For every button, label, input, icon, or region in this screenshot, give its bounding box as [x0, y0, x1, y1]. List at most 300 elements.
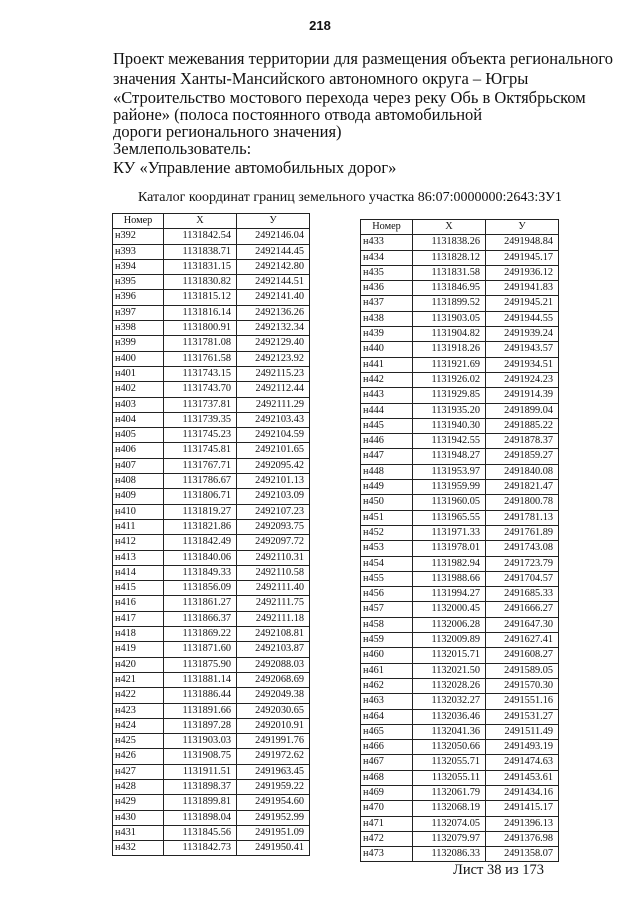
y-coordinate-cell: 2491434.16 [486, 785, 559, 800]
point-number-cell: н426 [113, 749, 164, 764]
table-row [361, 495, 559, 510]
point-number-cell: н436 [361, 281, 413, 296]
y-coordinate-cell: 2491945.17 [486, 250, 559, 265]
table-row [361, 342, 559, 357]
point-number-cell: н467 [361, 755, 413, 770]
y-coordinate-cell: 2491493.19 [486, 740, 559, 755]
x-coordinate-cell: 1132050.66 [413, 740, 486, 755]
table-row [361, 388, 559, 403]
point-number-cell: н420 [113, 657, 164, 672]
point-number-cell: н444 [361, 403, 413, 418]
y-coordinate-cell: 2491627.41 [486, 633, 559, 648]
y-coordinate-cell: 2491821.47 [486, 480, 559, 495]
x-coordinate-cell: 1131994.27 [413, 587, 486, 602]
page-number: 218 [309, 18, 331, 33]
table-row [361, 464, 559, 479]
point-number-cell: н441 [361, 357, 413, 372]
point-number-cell: н397 [113, 305, 164, 320]
x-coordinate-cell: 1131942.55 [413, 434, 486, 449]
x-coordinate-cell: 1131959.99 [413, 480, 486, 495]
table-header-row [113, 214, 310, 229]
table-row [113, 336, 310, 351]
x-coordinate-cell: 1131821.86 [164, 519, 237, 534]
y-coordinate-cell: 2492049.38 [237, 688, 310, 703]
x-coordinate-cell: 1131918.26 [413, 342, 486, 357]
y-coordinate-cell: 2492093.75 [237, 519, 310, 534]
y-coordinate-cell: 2492103.87 [237, 642, 310, 657]
x-coordinate-cell: 1131971.33 [413, 525, 486, 540]
y-coordinate-cell: 2492146.04 [237, 229, 310, 244]
header-y: У [237, 214, 310, 229]
table-row [361, 250, 559, 265]
x-coordinate-cell: 1131849.33 [164, 565, 237, 580]
point-number-cell: н457 [361, 602, 413, 617]
x-coordinate-cell: 1131899.52 [413, 296, 486, 311]
point-number-cell: н400 [113, 351, 164, 366]
coordinates-table-right [360, 219, 559, 862]
point-number-cell: н416 [113, 596, 164, 611]
y-coordinate-cell: 2492141.40 [237, 290, 310, 305]
y-coordinate-cell: 2492030.65 [237, 703, 310, 718]
point-number-cell: н458 [361, 617, 413, 632]
table-row [113, 458, 310, 473]
y-coordinate-cell: 2491934.51 [486, 357, 559, 372]
point-number-cell: н396 [113, 290, 164, 305]
table-row [113, 366, 310, 381]
point-number-cell: н406 [113, 443, 164, 458]
y-coordinate-cell: 2492136.26 [237, 305, 310, 320]
point-number-cell: н414 [113, 565, 164, 580]
y-coordinate-cell: 2492111.29 [237, 397, 310, 412]
table-row [113, 581, 310, 596]
point-number-cell: н461 [361, 663, 413, 678]
table-row [361, 785, 559, 800]
y-coordinate-cell: 2492097.72 [237, 535, 310, 550]
table-row [361, 235, 559, 250]
x-coordinate-cell: 1132015.71 [413, 648, 486, 663]
y-coordinate-cell: 2491589.05 [486, 663, 559, 678]
table-row [113, 397, 310, 412]
header-number: Номер [113, 214, 164, 229]
x-coordinate-cell: 1132079.97 [413, 831, 486, 846]
y-coordinate-cell: 2491885.22 [486, 418, 559, 433]
point-number-cell: н464 [361, 709, 413, 724]
table-row [361, 281, 559, 296]
x-coordinate-cell: 1131761.58 [164, 351, 237, 366]
x-coordinate-cell: 1131940.30 [413, 418, 486, 433]
x-coordinate-cell: 1132032.27 [413, 694, 486, 709]
x-coordinate-cell: 1131842.49 [164, 535, 237, 550]
y-coordinate-cell: 2491570.30 [486, 678, 559, 693]
x-coordinate-cell: 1131908.75 [164, 749, 237, 764]
y-coordinate-cell: 2491781.13 [486, 510, 559, 525]
y-coordinate-cell: 2491761.89 [486, 525, 559, 540]
header-x: X [164, 214, 237, 229]
point-number-cell: н442 [361, 372, 413, 387]
x-coordinate-cell: 1131886.44 [164, 688, 237, 703]
point-number-cell: н423 [113, 703, 164, 718]
x-coordinate-cell: 1131897.28 [164, 718, 237, 733]
point-number-cell: н410 [113, 504, 164, 519]
point-number-cell: н405 [113, 428, 164, 443]
table-row [113, 382, 310, 397]
point-number-cell: н460 [361, 648, 413, 663]
x-coordinate-cell: 1131929.85 [413, 388, 486, 403]
table-row [113, 412, 310, 427]
x-coordinate-cell: 1132041.36 [413, 724, 486, 739]
point-number-cell: н451 [361, 510, 413, 525]
table-row [361, 724, 559, 739]
y-coordinate-cell: 2492088.03 [237, 657, 310, 672]
point-number-cell: н432 [113, 841, 164, 856]
x-coordinate-cell: 1131781.08 [164, 336, 237, 351]
table-row [113, 779, 310, 794]
title-line: дороги регионального значения) [113, 122, 342, 141]
y-coordinate-cell: 2491944.55 [486, 311, 559, 326]
x-coordinate-cell: 1131866.37 [164, 611, 237, 626]
x-coordinate-cell: 1131898.04 [164, 810, 237, 825]
point-number-cell: н407 [113, 458, 164, 473]
table-row [113, 351, 310, 366]
y-coordinate-cell: 2491474.63 [486, 755, 559, 770]
x-coordinate-cell: 1131842.54 [164, 229, 237, 244]
point-number-cell: н468 [361, 770, 413, 785]
y-coordinate-cell: 2491704.57 [486, 571, 559, 586]
y-coordinate-cell: 2491972.62 [237, 749, 310, 764]
coordinates-table-left [112, 213, 310, 856]
y-coordinate-cell: 2491991.76 [237, 734, 310, 749]
table-row [113, 718, 310, 733]
table-header-row [361, 220, 559, 235]
y-coordinate-cell: 2492132.34 [237, 321, 310, 336]
table-row [361, 541, 559, 556]
y-coordinate-cell: 2491415.17 [486, 801, 559, 816]
x-coordinate-cell: 1131904.82 [413, 327, 486, 342]
point-number-cell: н445 [361, 418, 413, 433]
point-number-cell: н440 [361, 342, 413, 357]
sheet-number: Лист 38 из 173 [453, 862, 544, 878]
y-coordinate-cell: 2492129.40 [237, 336, 310, 351]
y-coordinate-cell: 2492068.69 [237, 672, 310, 687]
table-row [361, 357, 559, 372]
point-number-cell: н412 [113, 535, 164, 550]
y-coordinate-cell: 2492144.51 [237, 275, 310, 290]
x-coordinate-cell: 1132074.05 [413, 816, 486, 831]
table-row [361, 372, 559, 387]
y-coordinate-cell: 2491954.60 [237, 795, 310, 810]
point-number-cell: н411 [113, 519, 164, 534]
table-row [113, 244, 310, 259]
y-coordinate-cell: 2492111.40 [237, 581, 310, 596]
x-coordinate-cell: 1131911.51 [164, 764, 237, 779]
y-coordinate-cell: 2491952.99 [237, 810, 310, 825]
point-number-cell: н418 [113, 627, 164, 642]
table-row [113, 611, 310, 626]
table-row [113, 703, 310, 718]
point-number-cell: н428 [113, 779, 164, 794]
x-coordinate-cell: 1131800.91 [164, 321, 237, 336]
point-number-cell: н419 [113, 642, 164, 657]
point-number-cell: н472 [361, 831, 413, 846]
x-coordinate-cell: 1131838.26 [413, 235, 486, 250]
x-coordinate-cell: 1131891.66 [164, 703, 237, 718]
x-coordinate-cell: 1132055.11 [413, 770, 486, 785]
table-row [113, 321, 310, 336]
point-number-cell: н413 [113, 550, 164, 565]
point-number-cell: н435 [361, 265, 413, 280]
table-row [361, 678, 559, 693]
y-coordinate-cell: 2491358.07 [486, 847, 559, 862]
y-coordinate-cell: 2492142.80 [237, 259, 310, 274]
point-number-cell: н473 [361, 847, 413, 862]
x-coordinate-cell: 1131806.71 [164, 489, 237, 504]
x-coordinate-cell: 1132061.79 [413, 785, 486, 800]
table-row [113, 749, 310, 764]
x-coordinate-cell: 1131988.66 [413, 571, 486, 586]
table-row [113, 550, 310, 565]
x-coordinate-cell: 1131828.12 [413, 250, 486, 265]
y-coordinate-cell: 2491959.22 [237, 779, 310, 794]
table-row [361, 648, 559, 663]
table-row [113, 642, 310, 657]
x-coordinate-cell: 1131982.94 [413, 556, 486, 571]
x-coordinate-cell: 1131830.82 [164, 275, 237, 290]
y-coordinate-cell: 2492123.92 [237, 351, 310, 366]
point-number-cell: н465 [361, 724, 413, 739]
table-row [361, 418, 559, 433]
table-row [113, 489, 310, 504]
point-number-cell: н449 [361, 480, 413, 495]
point-number-cell: н402 [113, 382, 164, 397]
title-line: значения Ханты-Мансийского автономного округа – Югры [113, 69, 529, 88]
y-coordinate-cell: 2492010.91 [237, 718, 310, 733]
table-row [361, 265, 559, 280]
x-coordinate-cell: 1131842.73 [164, 841, 237, 856]
table-row [113, 764, 310, 779]
table-row [361, 449, 559, 464]
table-row [113, 688, 310, 703]
x-coordinate-cell: 1132028.26 [413, 678, 486, 693]
x-coordinate-cell: 1131856.09 [164, 581, 237, 596]
table-row [113, 504, 310, 519]
table-row [361, 602, 559, 617]
y-coordinate-cell: 2492110.58 [237, 565, 310, 580]
x-coordinate-cell: 1131815.12 [164, 290, 237, 305]
table-row [113, 657, 310, 672]
point-number-cell: н401 [113, 366, 164, 381]
table-row [361, 556, 559, 571]
table-row [361, 296, 559, 311]
point-number-cell: н395 [113, 275, 164, 290]
y-coordinate-cell: 2492095.42 [237, 458, 310, 473]
point-number-cell: н433 [361, 235, 413, 250]
point-number-cell: н399 [113, 336, 164, 351]
table-row [113, 259, 310, 274]
point-number-cell: н393 [113, 244, 164, 259]
point-number-cell: н463 [361, 694, 413, 709]
y-coordinate-cell: 2491800.78 [486, 495, 559, 510]
x-coordinate-cell: 1131739.35 [164, 412, 237, 427]
table-row [113, 305, 310, 320]
y-coordinate-cell: 2492111.18 [237, 611, 310, 626]
x-coordinate-cell: 1131869.22 [164, 627, 237, 642]
y-coordinate-cell: 2492110.31 [237, 550, 310, 565]
x-coordinate-cell: 1132068.19 [413, 801, 486, 816]
y-coordinate-cell: 2491878.37 [486, 434, 559, 449]
table-row [361, 434, 559, 449]
y-coordinate-cell: 2492144.45 [237, 244, 310, 259]
x-coordinate-cell: 1131903.05 [413, 311, 486, 326]
table-row [361, 633, 559, 648]
table-row [113, 535, 310, 550]
x-coordinate-cell: 1131875.90 [164, 657, 237, 672]
table-row [113, 290, 310, 305]
point-number-cell: н454 [361, 556, 413, 571]
y-coordinate-cell: 2492103.43 [237, 412, 310, 427]
x-coordinate-cell: 1131898.37 [164, 779, 237, 794]
table-row [361, 847, 559, 862]
x-coordinate-cell: 1131745.23 [164, 428, 237, 443]
x-coordinate-cell: 1132055.71 [413, 755, 486, 770]
y-coordinate-cell: 2491840.08 [486, 464, 559, 479]
table-row [113, 672, 310, 687]
point-number-cell: н437 [361, 296, 413, 311]
header-y: У [486, 220, 559, 235]
x-coordinate-cell: 1131831.15 [164, 259, 237, 274]
table-row [361, 816, 559, 831]
x-coordinate-cell: 1131960.05 [413, 495, 486, 510]
x-coordinate-cell: 1131838.71 [164, 244, 237, 259]
x-coordinate-cell: 1131861.27 [164, 596, 237, 611]
x-coordinate-cell: 1131819.27 [164, 504, 237, 519]
point-number-cell: н431 [113, 825, 164, 840]
x-coordinate-cell: 1131786.67 [164, 474, 237, 489]
table-row [361, 831, 559, 846]
point-number-cell: н446 [361, 434, 413, 449]
title-line: «Строительство мостового перехода через реку Обь в Октябрьском [113, 88, 586, 107]
y-coordinate-cell: 2492101.65 [237, 443, 310, 458]
catalog-heading: Каталог координат границ земельного участка 86:07:0000000:2643:ЗУ1 [138, 190, 562, 205]
y-coordinate-cell: 2491963.45 [237, 764, 310, 779]
table-row [361, 617, 559, 632]
table-row [113, 825, 310, 840]
y-coordinate-cell: 2492112.44 [237, 382, 310, 397]
x-coordinate-cell: 1131965.55 [413, 510, 486, 525]
point-number-cell: н392 [113, 229, 164, 244]
table-row [361, 694, 559, 709]
table-row [113, 596, 310, 611]
y-coordinate-cell: 2491376.98 [486, 831, 559, 846]
y-coordinate-cell: 2491945.21 [486, 296, 559, 311]
table-row [113, 565, 310, 580]
y-coordinate-cell: 2491859.27 [486, 449, 559, 464]
point-number-cell: н417 [113, 611, 164, 626]
point-number-cell: н450 [361, 495, 413, 510]
point-number-cell: н438 [361, 311, 413, 326]
table-row [113, 275, 310, 290]
point-number-cell: н429 [113, 795, 164, 810]
table-row [113, 795, 310, 810]
y-coordinate-cell: 2491951.09 [237, 825, 310, 840]
point-number-cell: н453 [361, 541, 413, 556]
x-coordinate-cell: 1131953.97 [413, 464, 486, 479]
point-number-cell: н403 [113, 397, 164, 412]
y-coordinate-cell: 2491608.27 [486, 648, 559, 663]
y-coordinate-cell: 2491511.49 [486, 724, 559, 739]
table-row [113, 627, 310, 642]
x-coordinate-cell: 1131743.15 [164, 366, 237, 381]
table-row [361, 801, 559, 816]
y-coordinate-cell: 2491666.27 [486, 602, 559, 617]
x-coordinate-cell: 1132006.28 [413, 617, 486, 632]
point-number-cell: н443 [361, 388, 413, 403]
y-coordinate-cell: 2491924.23 [486, 372, 559, 387]
point-number-cell: н427 [113, 764, 164, 779]
y-coordinate-cell: 2491899.04 [486, 403, 559, 418]
table-row [361, 571, 559, 586]
table-row [113, 519, 310, 534]
land-user-name: КУ «Управление автомобильных дорог» [113, 158, 397, 177]
table-row [361, 403, 559, 418]
y-coordinate-cell: 2491396.13 [486, 816, 559, 831]
x-coordinate-cell: 1131846.95 [413, 281, 486, 296]
point-number-cell: н448 [361, 464, 413, 479]
table-row [113, 443, 310, 458]
point-number-cell: н425 [113, 734, 164, 749]
title-line: Проект межевания территории для размещения объекта регионального [113, 49, 614, 68]
y-coordinate-cell: 2491531.27 [486, 709, 559, 724]
x-coordinate-cell: 1131921.69 [413, 357, 486, 372]
point-number-cell: н439 [361, 327, 413, 342]
table-row [113, 474, 310, 489]
table-row [361, 755, 559, 770]
table-row [361, 327, 559, 342]
y-coordinate-cell: 2491948.84 [486, 235, 559, 250]
y-coordinate-cell: 2492111.75 [237, 596, 310, 611]
point-number-cell: н470 [361, 801, 413, 816]
table-row [361, 510, 559, 525]
point-number-cell: н459 [361, 633, 413, 648]
point-number-cell: н469 [361, 785, 413, 800]
point-number-cell: н408 [113, 474, 164, 489]
point-number-cell: н447 [361, 449, 413, 464]
table-row [361, 663, 559, 678]
point-number-cell: н452 [361, 525, 413, 540]
y-coordinate-cell: 2491936.12 [486, 265, 559, 280]
title-line: районе» (полоса постоянного отвода автомобильной [113, 105, 483, 124]
y-coordinate-cell: 2491914.39 [486, 388, 559, 403]
y-coordinate-cell: 2492115.23 [237, 366, 310, 381]
x-coordinate-cell: 1132000.45 [413, 602, 486, 617]
x-coordinate-cell: 1131899.81 [164, 795, 237, 810]
x-coordinate-cell: 1131935.20 [413, 403, 486, 418]
point-number-cell: н462 [361, 678, 413, 693]
table-row [361, 480, 559, 495]
x-coordinate-cell: 1131845.56 [164, 825, 237, 840]
x-coordinate-cell: 1131831.58 [413, 265, 486, 280]
point-number-cell: н434 [361, 250, 413, 265]
point-number-cell: н455 [361, 571, 413, 586]
y-coordinate-cell: 2491941.83 [486, 281, 559, 296]
y-coordinate-cell: 2491723.79 [486, 556, 559, 571]
point-number-cell: н466 [361, 740, 413, 755]
point-number-cell: н424 [113, 718, 164, 733]
y-coordinate-cell: 2492107.23 [237, 504, 310, 519]
y-coordinate-cell: 2491943.57 [486, 342, 559, 357]
x-coordinate-cell: 1131871.60 [164, 642, 237, 657]
x-coordinate-cell: 1131737.81 [164, 397, 237, 412]
y-coordinate-cell: 2491743.08 [486, 541, 559, 556]
